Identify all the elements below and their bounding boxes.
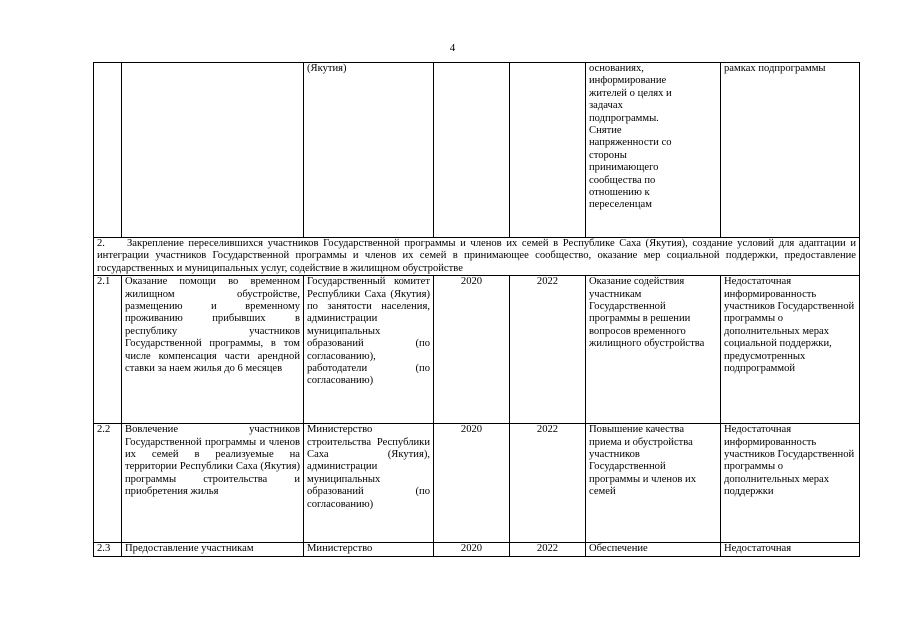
cell-end-year: 2022	[510, 276, 586, 424]
cell-executor: Министерство строительства Республики Саха (Якутия), администрации муниципальных образований (по согласованию)	[304, 424, 434, 543]
cell-risk: Недостаточная	[721, 543, 860, 556]
cell-risk: Недостаточная информированность участников Государственной программы о дополнительных мерах социальной поддержки, предусмотренных подпрограммой	[721, 276, 860, 424]
cell-activity: Оказание помощи во временном жилищном обустройстве, размещению и временному проживанию прибывших в республику участников Государственной программы, в том числе компенсация части арендной ставки за наем жилья до 6 месяцев	[122, 276, 304, 424]
table-row	[94, 543, 860, 556]
cell-start-year	[434, 63, 510, 238]
cell-end-year: 2022	[510, 543, 586, 556]
cell-number: 2.2	[94, 424, 122, 543]
cell-executor: (Якутия)	[304, 63, 434, 238]
cell-executor: Государственный комитет Республики Саха (Якутия) по занятости населения, администрации муниципальных образований (по согласованию), работодатели (по согласованию)	[304, 276, 434, 424]
cell-activity	[122, 63, 304, 238]
cell-end-year	[510, 63, 586, 238]
cell-end-year: 2022	[510, 424, 586, 543]
section-cell	[94, 238, 860, 276]
cell-result: основаниях, информирование жителей о целях и задачах подпрограммы. Снятие напряженности со стороны принимающего сообщества по отношению к переселенцам	[586, 63, 721, 238]
plan-table	[93, 62, 860, 557]
table-row	[94, 276, 860, 424]
cell-result: Обеспечение	[586, 543, 721, 556]
cell-number: 2.3	[94, 543, 122, 556]
cell-executor: Министерство	[304, 543, 434, 556]
cell-number: 2.1	[94, 276, 122, 424]
table-row-continuation	[94, 63, 860, 238]
cell-risk: Недостаточная информированность участников Государственной программы о дополнительных мерах поддержки	[721, 424, 860, 543]
cell-start-year: 2020	[434, 424, 510, 543]
section-number: 2.	[97, 238, 105, 249]
cell-start-year: 2020	[434, 276, 510, 424]
section-title: Закрепление переселившихся участников Государственной программы и членов их семей в Республике Саха (Якутия), создание условий для адаптации и интеграции участников Государственной программы и членов их семей в принимающее сообщество, оказание мер социальной поддержки, предоставление государственных и муниципальных услуг, содействие в жилищном обустройстве	[97, 238, 856, 274]
cell-activity: Предоставление участникам	[122, 543, 304, 556]
cell-number	[94, 63, 122, 238]
cell-risk: рамках подпрограммы	[721, 63, 860, 238]
cell-result: Оказание содействия участникам Государственной программы в решении вопросов временного жилищного обустройства	[586, 276, 721, 424]
table-row	[94, 424, 860, 543]
cell-start-year: 2020	[434, 543, 510, 556]
cell-activity: Вовлечение участников Государственной программы и членов их семей в реализуемые на территории Республики Саха (Якутия) программы строительства и приобретения жилья	[122, 424, 304, 543]
cell-result: Повышение качества приема и обустройства участников Государственной программы и членов их семей	[586, 424, 721, 543]
page-number: 4	[449, 42, 456, 54]
section-row	[94, 238, 860, 276]
